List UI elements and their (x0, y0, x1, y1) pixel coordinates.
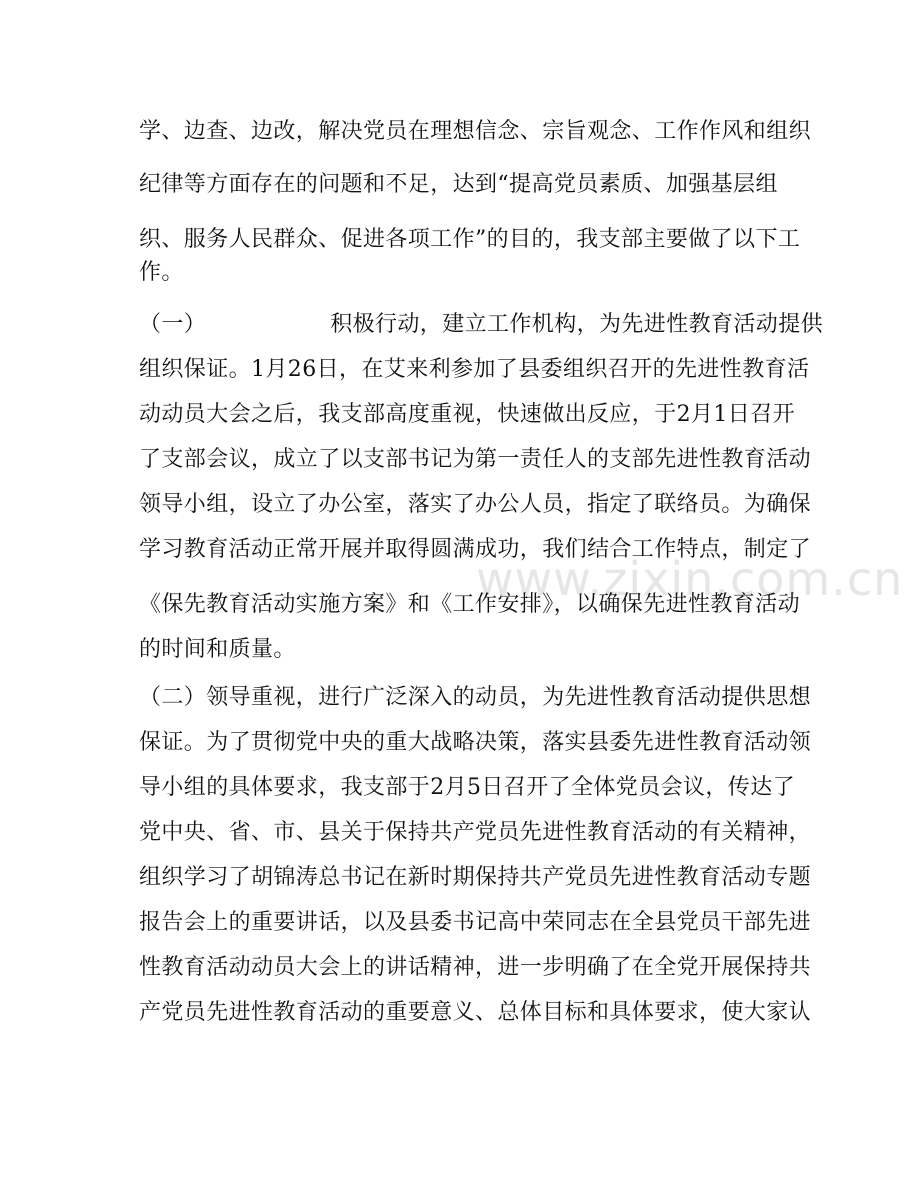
section2-first-line: （二）领导重视，进行广泛深入的动员，为先进性教育活动提供思想 (139, 685, 812, 710)
section1-first-line: 积极行动，建立工作机构，为先进性教育活动提供 (330, 312, 824, 337)
section1-line-4: 领导小组，设立了办公室，落实了办公人员，指定了联络员。为确保 (139, 492, 812, 517)
section1-line-2: 动动员大会之后，我支部高度重视，快速做出反应，于2月1日召开 (139, 402, 795, 427)
section2-line-4: 组织学习了胡锦涛总书记在新时期保持共产党员先进性教育活动专题 (139, 865, 812, 890)
section1-line-7: 的时间和质量。 (139, 637, 296, 662)
section1-heading-line (139, 310, 824, 340)
section2-line-5: 报告会上的重要讲话，以及县委书记高中荣同志在全县党员干部先进 (139, 910, 812, 935)
section2-line-7: 产党员先进性教育活动的重要意义、总体目标和具体要求，使大家认 (139, 1000, 812, 1025)
section1-line-5: 学习教育活动正常开展并取得圆满成功，我们结合工作特点，制定了 (139, 537, 812, 562)
section1-line-6: 《保先教育活动实施方案》和《工作安排》，以确保先进性教育活动 (139, 592, 801, 617)
section2-line-3: 党中央、省、市、县关于保持共产党员先进性教育活动的有关精神， (139, 820, 812, 845)
watermark: www.zixin.com.cn (476, 552, 904, 606)
section2-line-6: 性教育活动动员大会上的讲话精神，进一步明确了在全党开展保持共 (139, 955, 812, 980)
intro-line-3: 织、服务人民群众、促进各项工作”的目的，我支部主要做了以下工 (139, 227, 801, 252)
section1-marker: （一） (139, 312, 207, 337)
intro-line-4: 作。 (139, 260, 184, 285)
intro-line-2: 纪律等方面存在的问题和不足，达到“提高党员素质、加强基层组 (139, 172, 778, 197)
section2-line-1: 保证。为了贯彻党中央的重大战略决策，落实县委先进性教育活动领 (139, 730, 812, 755)
section1-line-1: 组织保证。1月26日，在艾来利参加了县委组织召开的先进性教育活 (139, 357, 810, 382)
intro-line-1: 学、边查、边改，解决党员在理想信念、宗旨观念、工作作风和组织 (139, 119, 812, 144)
section2-line-2: 导小组的具体要求，我支部于2月5日召开了全体党员会议，传达了 (139, 775, 795, 800)
section1-line-3: 了支部会议，成立了以支部书记为第一责任人的支部先进性教育活动 (139, 447, 812, 472)
